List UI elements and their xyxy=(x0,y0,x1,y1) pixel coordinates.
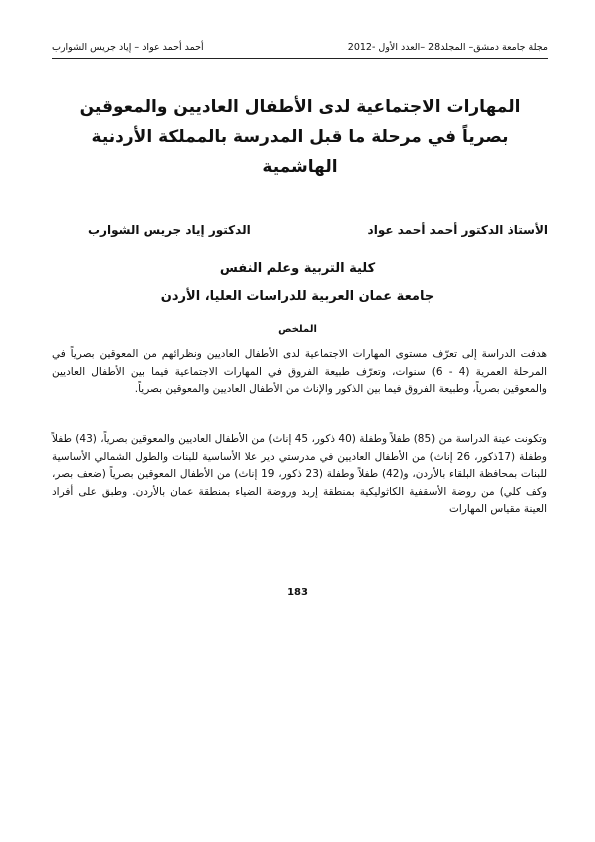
author-name-1: الأستاذ الدكتور أحمد أحمد عواد xyxy=(367,223,548,237)
author-list xyxy=(52,223,548,243)
journal-citation: مجلة جامعة دمشق– المجلد28 –العدد الأول -2012 xyxy=(347,42,548,53)
running-header xyxy=(52,40,548,58)
author-name-2: الدكتور إياد جريس الشوارب xyxy=(88,223,251,237)
page-number: 183 xyxy=(287,587,308,598)
university-affiliation: جامعة عمان العربية للدراسات العليا، الأردن xyxy=(160,289,435,304)
faculty-affiliation: كلية التربية وعلم النفس xyxy=(219,261,376,276)
paper-title: المهارات الاجتماعية لدى الأطفال العاديين والمعوقين بصرياً في مرحلة ما قبل المدرسة بالمملكة الأردنية الهاشمية xyxy=(79,97,521,177)
header-authors: أحمد أحمد عواد – إياد جريس الشوارب xyxy=(52,42,204,53)
abstract-heading: الملخص xyxy=(278,324,317,335)
abstract-paragraph: وتكونت عينة الدراسة من (85) طفلاً وطفلة (40 ذكور، 45 إناث) من الأطفال العاديين والمعوقين بصرياً، (43) طفلاً وطفلة (17ذكور، 26 إناث) من الأطفال العاديين في مدرستي دير علا الأساسية للبنات والطول الشمالي الأساسية للبنات بمحافظة البلقاء بالأردن، و(42) طفلاً وطفلة (23 ذكور، 19 إناث) من الأطفال المعوقين بصرياً (ضعف بصر، وكف كلي) من روضة الأسقفية الكاثوليكية بمنطقة إربد وروضة الضياء بمنطقة عمان بالأردن. وطبق على أفراد العينة مقياس المهارات xyxy=(52,433,548,515)
header-divider xyxy=(52,58,548,59)
abstract-paragraph: هدفت الدراسة إلى تعرّف مستوى المهارات الاجتماعية لدى الأطفال العاديين ونظرائهم من المعوقين بصرياً في المرحلة العمرية (4 - 6) سنوات، وتعرّف طبيعة الفروق في المهارات الاجتماعية فيما بين الأطفال العاديين والمعوقين بصرياً، وطبيعة الفروق فيما بين الذكور والإناث من الأطفال العاديين والمعوقين بصرياً. xyxy=(52,348,548,395)
